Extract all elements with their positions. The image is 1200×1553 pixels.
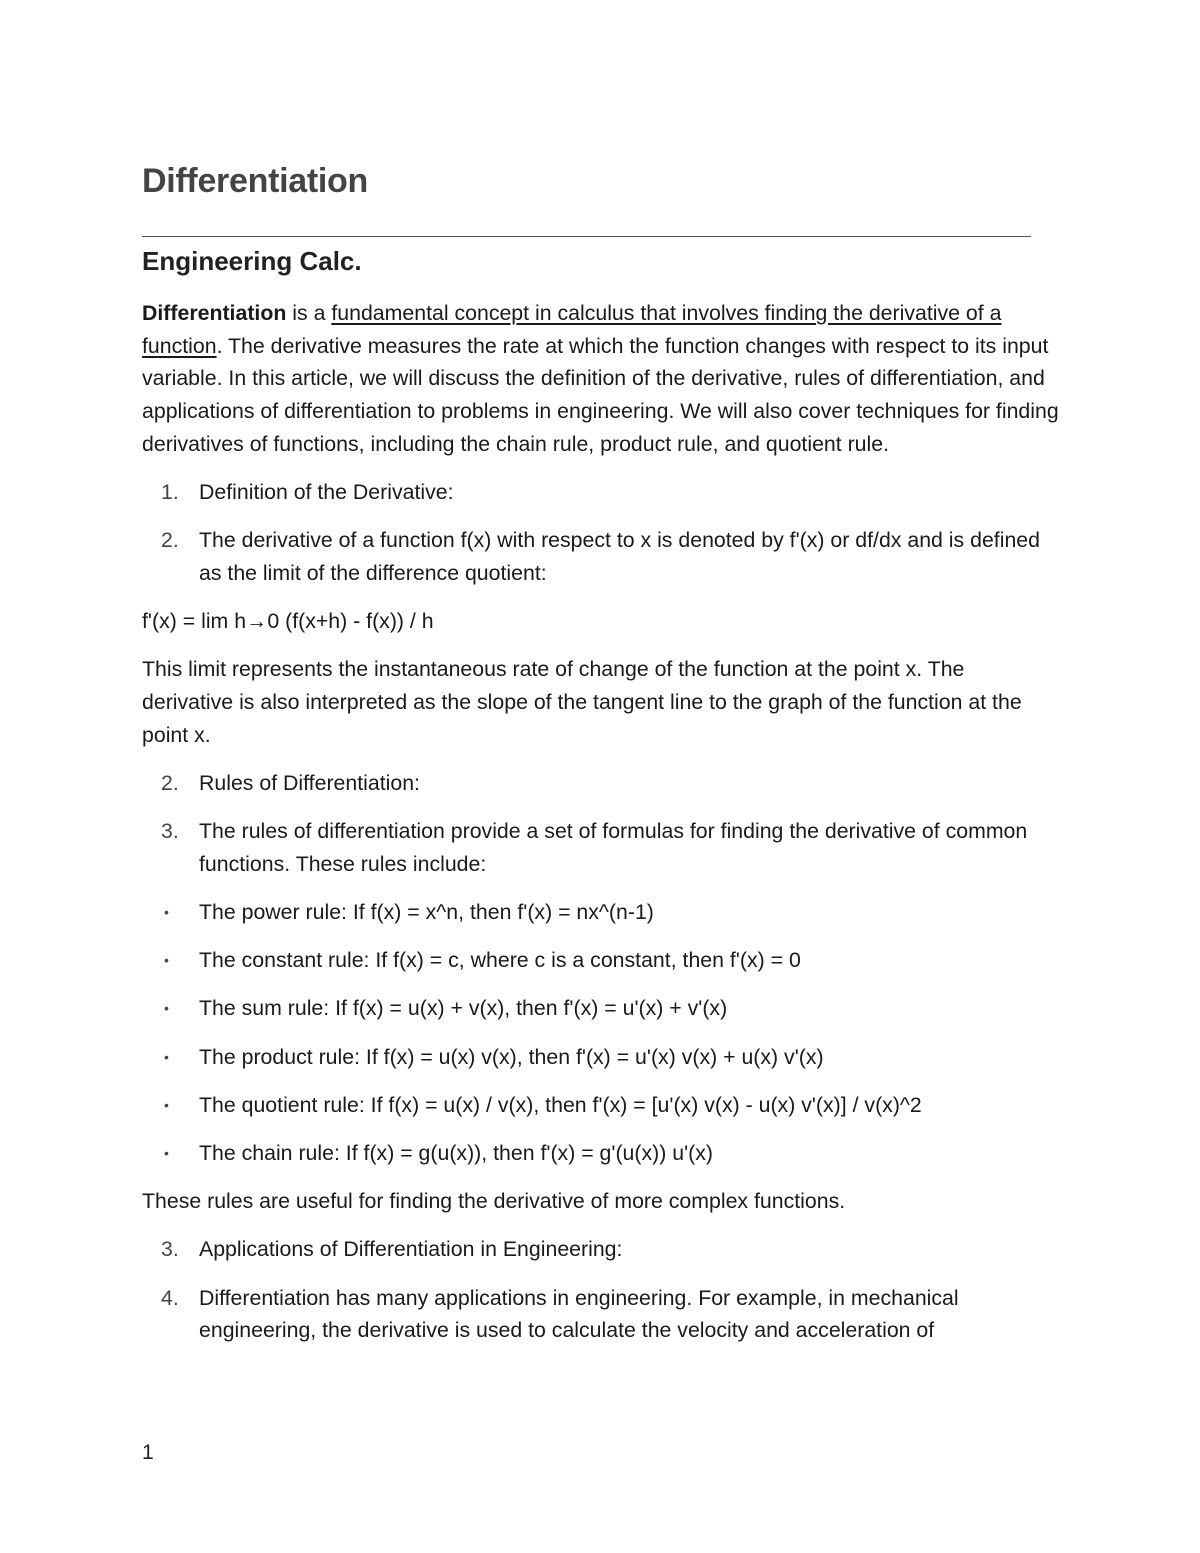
derivative-explanation: This limit represents the instantaneous rate of change of the function at the point x. The derivative is also interpreted as the slope of the tangent line to the graph of the function at the point x. <box>142 657 1022 747</box>
rule-text: The constant rule: If f(x) = c, where c is a constant, then f'(x) = 0 <box>199 948 801 973</box>
list-item-text: Rules of Differentiation: <box>199 770 420 795</box>
rule-text: The chain rule: If f(x) = g(u(x)), then f'(x) = g'(u(x)) u'(x) <box>199 1141 713 1166</box>
intro-rest: . The derivative measures the rate at which the function changes with respect to its input variable. In this article, we will discuss the definition of the derivative, rules of differentiation, and applications of differentiation to problems in engineering. We will also cover techniques for finding derivatives of functions, including the chain rule, product rule, and quotient rule. <box>142 333 1059 456</box>
bullet-icon: • <box>164 952 169 969</box>
list-number: 3. <box>161 819 179 844</box>
rule-text: The quotient rule: If f(x) = u(x) / v(x), then f'(x) = [u'(x) v(x) - u(x) v'(x)] / v(x)^2 <box>199 1092 922 1117</box>
intro-lead: is a <box>286 301 332 325</box>
list-number: 1. <box>161 480 179 505</box>
bullet-icon: • <box>164 904 169 921</box>
list-item-text: The derivative of a function f(x) with respect to x is denoted by f'(x) or df/dx and is defined as the limit of the difference quotient: <box>199 528 1040 585</box>
intro-paragraph <box>142 297 1060 461</box>
title-divider <box>142 236 1031 237</box>
document-title: Differentiation <box>142 162 368 200</box>
rule-text: The power rule: If f(x) = x^n, then f'(x) = nx^(n-1) <box>199 900 654 925</box>
bullet-icon: • <box>164 1145 169 1162</box>
bullet-icon: • <box>164 1048 169 1065</box>
list-item <box>142 476 1060 509</box>
bullet-item-sum-rule <box>142 992 1060 1025</box>
list-number: 2. <box>161 528 179 553</box>
list-item-text: Differentiation has many applications in engineering. For example, in mechanical engineering, the derivative is used to calculate the velocity and acceleration of <box>199 1285 959 1343</box>
rules-summary: These rules are useful for finding the derivative of more complex functions. <box>142 1189 846 1214</box>
derivative-formula: f'(x) = lim h→0 (f(x+h) - f(x)) / h <box>142 609 434 634</box>
list-number: 2. <box>161 770 179 795</box>
document-body <box>142 297 1060 1363</box>
document-subtitle: Engineering Calc. <box>142 246 362 276</box>
rule-text: The sum rule: If f(x) = u(x) + v(x), then f'(x) = u'(x) + v'(x) <box>199 996 728 1021</box>
list-number: 3. <box>161 1237 179 1262</box>
bullet-item-constant-rule <box>142 944 1060 977</box>
bullet-item-power-rule <box>142 896 1060 929</box>
bullet-item-product-rule <box>142 1041 1060 1074</box>
list-item-text: Definition of the Derivative: <box>199 480 454 505</box>
bullet-item-chain-rule <box>142 1137 1060 1170</box>
list-item <box>142 767 1060 800</box>
bullet-icon: • <box>164 1096 169 1113</box>
document-page <box>142 0 1060 1553</box>
list-number: 4. <box>161 1285 179 1310</box>
rule-text: The product rule: If f(x) = u(x) v(x), then f'(x) = u'(x) v(x) + u(x) v'(x) <box>199 1044 824 1069</box>
page-number: 1 <box>142 1441 154 1464</box>
list-item <box>142 1282 1060 1347</box>
bullet-item-quotient-rule <box>142 1089 1060 1122</box>
list-item <box>142 815 1060 880</box>
bullet-icon: • <box>164 1000 169 1017</box>
list-item-text: The rules of differentiation provide a set of formulas for finding the derivative of common functions. These rules include: <box>199 819 1028 876</box>
intro-bold-term: Differentiation <box>142 301 287 325</box>
list-item-text: Applications of Differentiation in Engineering: <box>199 1237 623 1262</box>
list-item <box>142 1233 1060 1266</box>
list-item <box>142 524 1060 589</box>
intro-underlined-text: fundamental concept in calculus that involves finding the derivative of a function <box>142 301 1002 358</box>
